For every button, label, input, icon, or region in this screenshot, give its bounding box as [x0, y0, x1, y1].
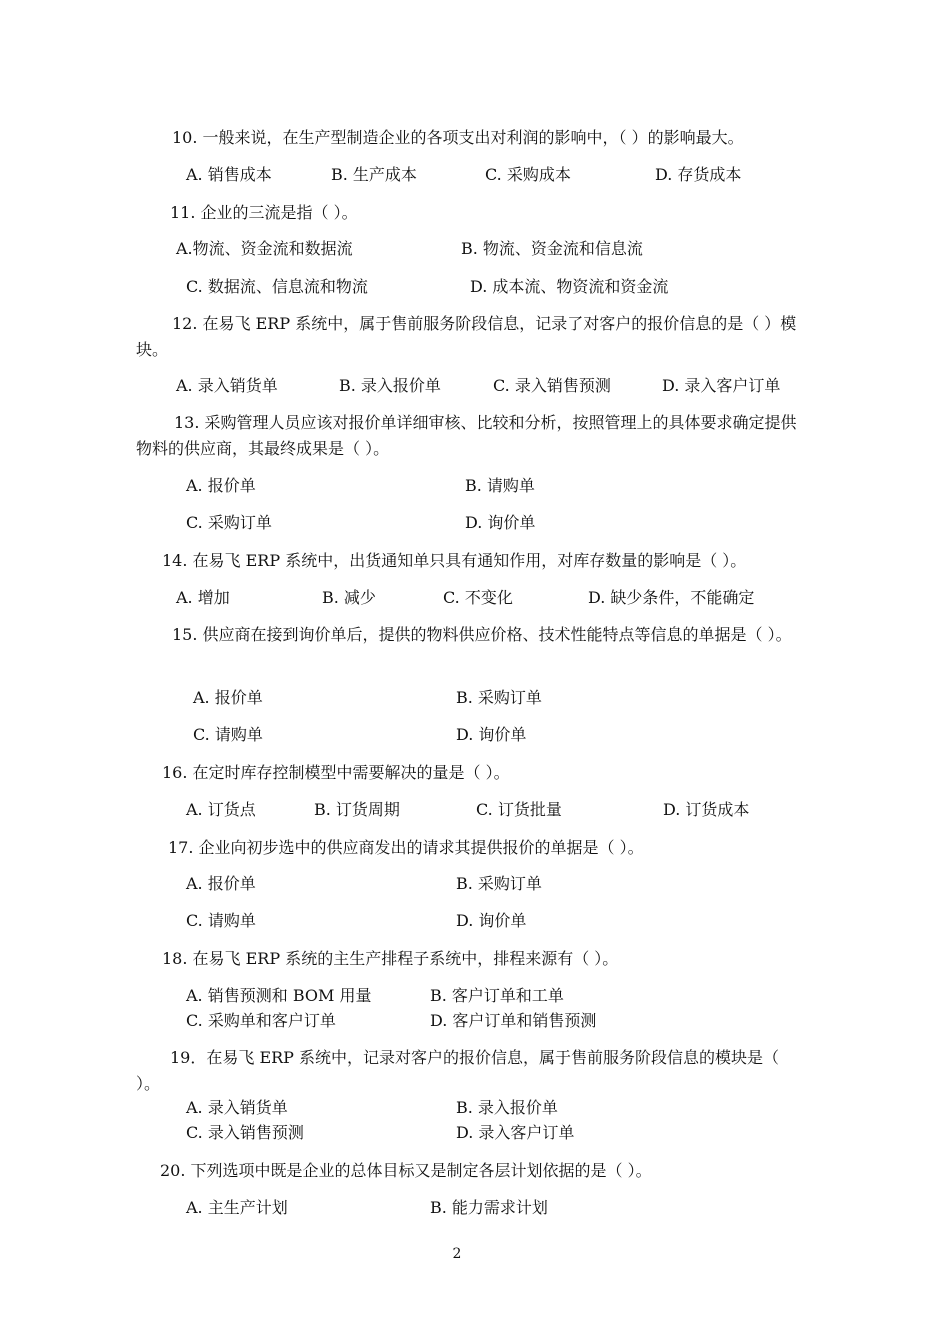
option-c: C. 录入销售预测 [186, 1123, 304, 1142]
option-c: C. 数据流、信息流和物流 [186, 277, 368, 296]
question-stem: 13. 采购管理人员应该对报价单详细审核、比较和分析，按照管理上的具体要求确定提供物料的供应商，其最终成果是（ ）。 [136, 413, 797, 458]
option-b: B. 客户订单和工单 [430, 986, 564, 1005]
option-a: A.物流、资金流和数据流 [176, 239, 353, 258]
option-d: D. 询价单 [465, 513, 536, 532]
option-a: A. 订货点 [186, 800, 256, 819]
option-d: D. 询价单 [456, 911, 527, 930]
option-a: A. 报价单 [193, 688, 263, 707]
option-b: B. 物流、资金流和信息流 [461, 239, 643, 258]
option-d: D. 客户订单和销售预测 [430, 1011, 597, 1030]
question-stem: 20. 下列选项中既是企业的总体目标又是制定各层计划依据的是（ ）。 [160, 1161, 652, 1180]
option-d: D. 录入客户订单 [662, 376, 781, 395]
option-c: C. 订货批量 [476, 800, 562, 819]
option-d: D. 录入客户订单 [456, 1123, 575, 1142]
option-b: B. 采购订单 [456, 688, 542, 707]
option-b: B. 采购订单 [456, 874, 542, 893]
question-stem: 10. 一般来说，在生产型制造企业的各项支出对利润的影响中，（ ）的影响最大。 [172, 128, 744, 147]
option-d: D. 询价单 [456, 725, 527, 744]
option-a: A. 销售成本 [186, 165, 272, 184]
question-stem: 18. 在易飞 ERP 系统的主生产排程子系统中，排程来源有（ ）。 [162, 949, 619, 968]
option-b: B. 录入报价单 [339, 376, 441, 395]
question-stem: 19．在易飞 ERP 系统中，记录对客户的报价信息，属于售前服务阶段信息的模块是（ ）。 [136, 1048, 780, 1093]
option-b: B. 请购单 [465, 476, 535, 495]
question-stem: 17. 企业向初步选中的供应商发出的请求其提供报价的单据是（ ）。 [168, 838, 644, 857]
option-a: A. 录入销货单 [176, 376, 278, 395]
option-c: C. 不变化 [443, 588, 513, 607]
option-a: A. 报价单 [186, 476, 256, 495]
question-stem: 12. 在易飞 ERP 系统中，属于售前服务阶段信息，记录了对客户的报价信息的是（ ）模块。 [136, 314, 797, 359]
question-stem: 15. 供应商在接到询价单后，提供的物料供应价格、技术性能特点等信息的单据是（ ）。 [172, 625, 792, 644]
option-b: B. 录入报价单 [456, 1098, 558, 1117]
option-c: C. 采购成本 [485, 165, 571, 184]
option-a: A. 增加 [176, 588, 230, 607]
option-a: A. 录入销货单 [186, 1098, 288, 1117]
option-c: C. 请购单 [193, 725, 263, 744]
option-a: A. 销售预测和 BOM 用量 [186, 986, 372, 1005]
option-b: B. 订货周期 [314, 800, 400, 819]
option-d: D. 成本流、物资流和资金流 [470, 277, 669, 296]
option-d: D. 订货成本 [663, 800, 750, 819]
option-b: B. 生产成本 [331, 165, 417, 184]
page-number: 2 [452, 1246, 462, 1262]
option-c: C. 录入销售预测 [493, 376, 611, 395]
option-a: A. 主生产计划 [186, 1198, 288, 1217]
question-stem: 11. 企业的三流是指（ ）。 [170, 203, 358, 222]
option-c: C. 采购订单 [186, 513, 272, 532]
option-d: D. 缺少条件，不能确定 [588, 588, 755, 607]
option-c: C. 采购单和客户订单 [186, 1011, 336, 1030]
option-b: B. 能力需求计划 [430, 1198, 548, 1217]
question-stem: 16. 在定时库存控制模型中需要解决的量是（ ）。 [162, 763, 510, 782]
option-a: A. 报价单 [186, 874, 256, 893]
option-d: D. 存货成本 [655, 165, 742, 184]
question-stem: 14. 在易飞 ERP 系统中，出货通知单只具有通知作用，对库存数量的影响是（ ）。 [162, 551, 747, 570]
option-c: C. 请购单 [186, 911, 256, 930]
option-b: B. 减少 [322, 588, 376, 607]
